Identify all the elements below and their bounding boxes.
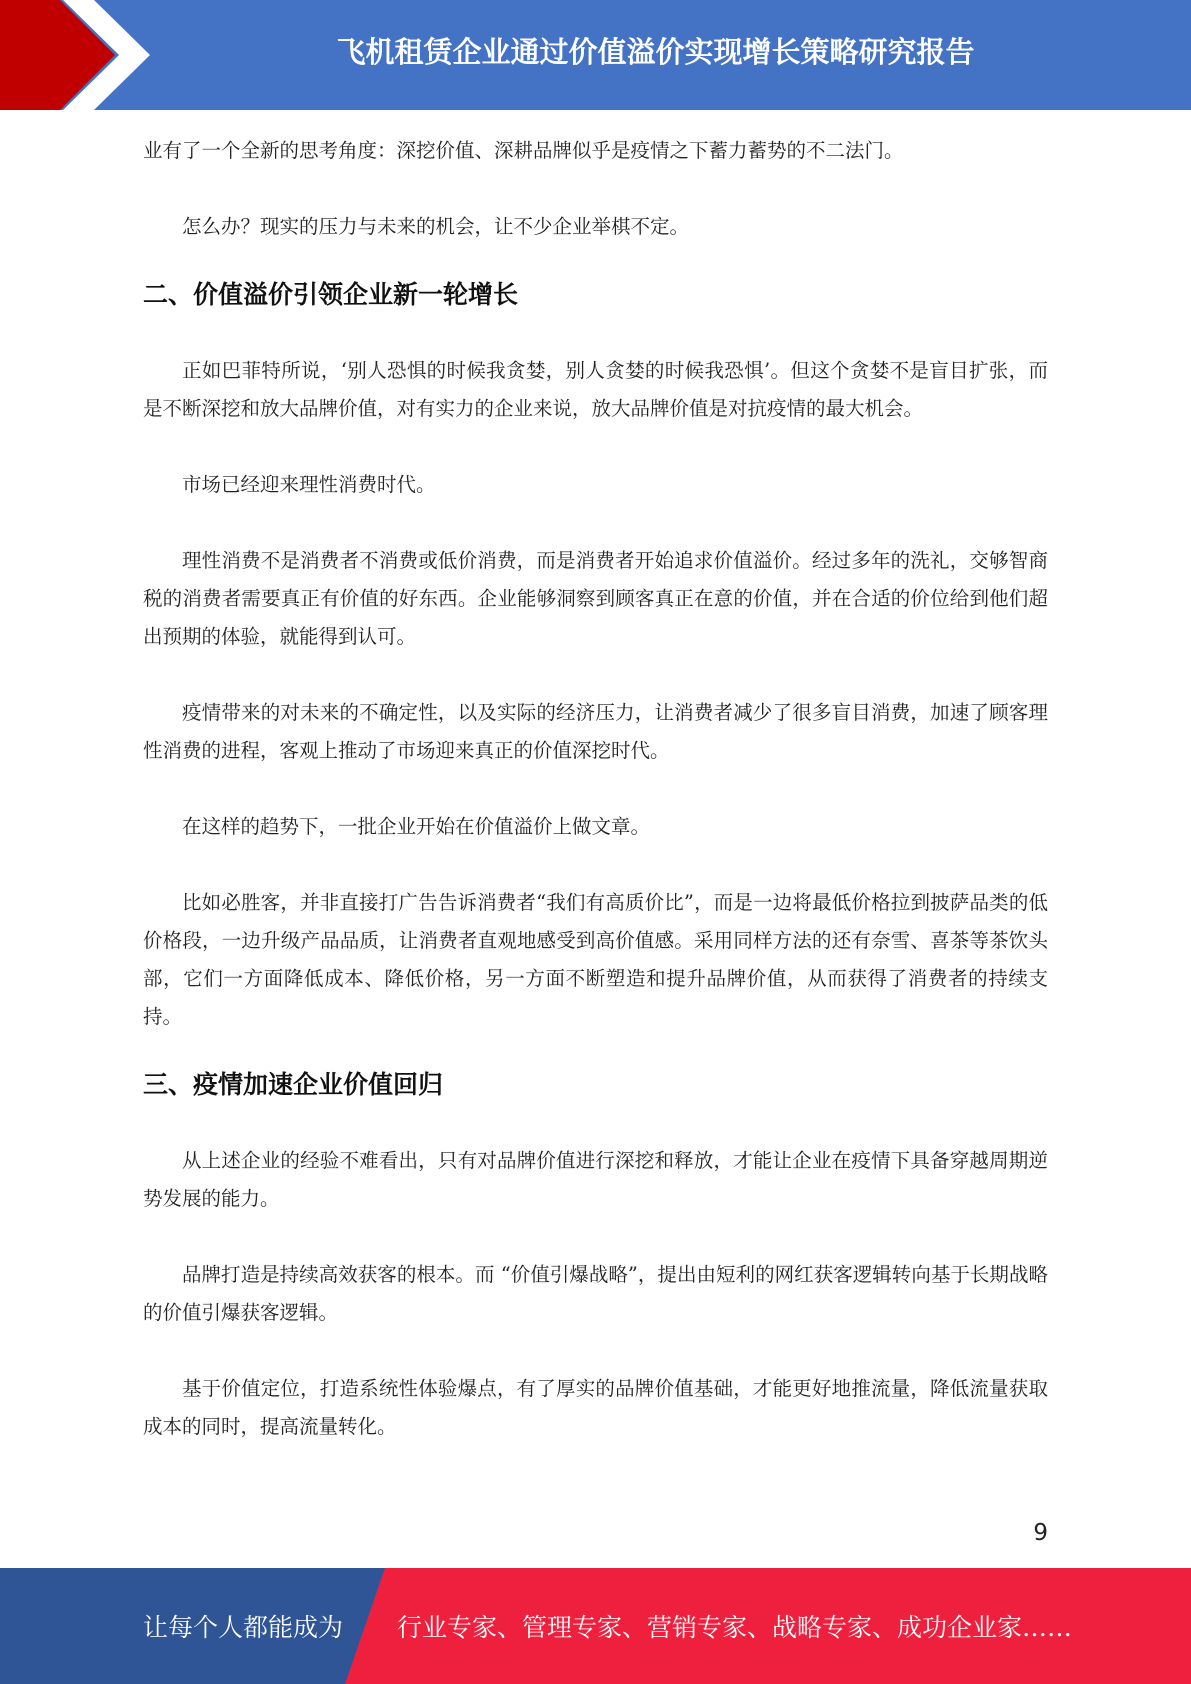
report-title: 飞机租赁企业通过价值溢价实现增长策略研究报告 <box>336 34 975 69</box>
section-heading: 三、疫情加速企业价值回归 <box>143 1070 444 1099</box>
paragraph: 理性消费不是消费者不消费或低价消费，而是消费者开始追求价值溢价。经过多年的洗礼，交够智商税的消费者需要真正有价值的好东西。企业能够洞察到顾客真正在意的价值，并在合适的价位给到他们超出预期的体验，就能得到认可。 <box>143 549 1048 648</box>
paragraph: 正如巴菲特所说，‘别人恐惧的时候我贪婪，别人贪婪的时候我恐惧’。但这个贪婪不是盲目扩张，而是不断深挖和放大品牌价值，对有实力的企业来说，放大品牌价值是对抗疫情的最大机会。 <box>143 359 1048 420</box>
paragraph: 品牌打造是持续高效获客的根本。而 “价值引爆战略”，提出由短利的网红获客逻辑转向基于长期战略的价值引爆获客逻辑。 <box>143 1263 1048 1324</box>
footer-slogan-right: 行业专家、管理专家、营销专家、战略专家、成功企业家…… <box>397 1613 1073 1642</box>
paragraph: 疫情带来的对未来的不确定性，以及实际的经济压力，让消费者减少了很多盲目消费，加速了顾客理性消费的进程，客观上推动了市场迎来真正的价值深挖时代。 <box>143 701 1048 762</box>
footer-slogan-left: 让每个人都能成为 <box>143 1613 344 1642</box>
page-header <box>0 0 1191 110</box>
page-footer <box>0 1568 1191 1684</box>
paragraph: 基于价值定位，打造系统性体验爆点，有了厚实的品牌价值基础，才能更好地推流量，降低流量获取成本的同时，提高流量转化。 <box>143 1377 1048 1438</box>
paragraph: 市场已经迎来理性消费时代。 <box>182 473 436 496</box>
paragraph: 比如必胜客，并非直接打广告告诉消费者“我们有高质价比”，而是一边将最低价格拉到披萨品类的低价格段，一边升级产品品质，让消费者直观地感受到高价值感。采用同样方法的还有奈雪、喜茶等茶饮头部，它们一方面降低成本、降低价格，另一方面不断塑造和提升品牌价值，从而获得了消费者的持续支持。 <box>143 891 1048 1028</box>
paragraph: 业有了一个全新的思考角度：深挖价值、深耕品牌似乎是疫情之下蓄力蓄势的不二法门。 <box>143 139 904 162</box>
paragraph: 怎么办？现实的压力与未来的机会，让不少企业举棋不定。 <box>182 215 690 238</box>
section-heading: 二、价值溢价引领企业新一轮增长 <box>143 280 519 309</box>
document-body <box>143 132 1048 1446</box>
paragraph: 从上述企业的经验不难看出，只有对品牌价值进行深挖和释放，才能让企业在疫情下具备穿越周期逆势发展的能力。 <box>143 1149 1048 1210</box>
paragraph: 在这样的趋势下，一批企业开始在价值溢价上做文章。 <box>182 815 651 838</box>
page-number: 9 <box>1033 1520 1048 1546</box>
